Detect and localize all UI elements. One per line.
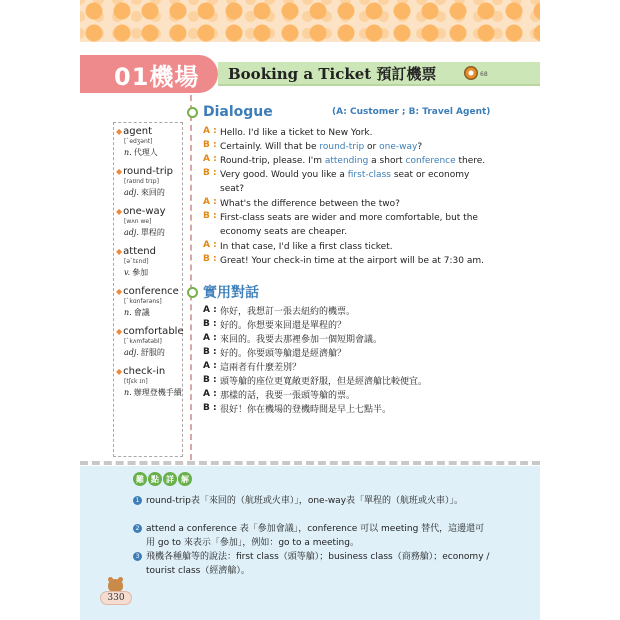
translation-text: 好的。你要頭等艙還是經濟艙？	[220, 349, 347, 359]
dialogue-text: First-class seats are wider and more comfortable, but the economy seats are cheaper.	[220, 213, 478, 237]
vocab-meaning: 會議	[133, 308, 150, 317]
vertical-divider	[190, 95, 192, 460]
diamond-bullet-icon: ◆	[116, 327, 123, 336]
translation-line	[203, 347, 493, 361]
horizontal-divider	[80, 461, 540, 465]
speaker-label: A :	[203, 389, 217, 399]
vocab-highlight: one-way	[379, 142, 418, 152]
section-bullet-icon	[187, 287, 198, 298]
vocab-pos: n.	[124, 388, 132, 397]
dialogue-line	[203, 197, 493, 211]
translation-line	[203, 389, 493, 403]
note-item	[133, 522, 493, 550]
note-text: round-trip表「來回的（航班或火車）」，one-way表「單程的（航班或火車）」。	[146, 496, 464, 506]
lesson-title: Booking a Ticket 預訂機票	[218, 62, 540, 86]
dialogue-text: ?	[417, 142, 423, 152]
vocab-phonetic: [raʊnd trɪp]	[124, 178, 159, 185]
diamond-bullet-icon: ◆	[116, 247, 123, 256]
vocab-item	[116, 246, 188, 278]
dialogue-text: In that case, I'd like a first class ticket.	[220, 242, 393, 252]
speaker-label: A :	[203, 240, 217, 250]
dialogue-text: Great! Your check-in time at the airport will be at 7:30 am.	[220, 256, 484, 266]
dialogue-text: seat or economy seat?	[220, 170, 470, 194]
vocab-meaning: 舒服的	[140, 348, 165, 357]
vocab-word: agent	[123, 126, 153, 137]
dialogue-line	[203, 211, 493, 239]
dialogue-title: Dialogue	[203, 104, 273, 120]
dialogue-line	[203, 168, 493, 196]
vocab-item	[116, 366, 188, 398]
vocab-highlight: attending	[324, 156, 369, 166]
notes-heading-char: 難	[133, 472, 147, 486]
audio-cd-icon[interactable]	[464, 66, 478, 80]
vocab-word: round-trip	[123, 166, 173, 177]
speaker-label: B :	[203, 403, 217, 413]
note-item	[133, 550, 493, 578]
vocab-meaning: 來回的	[140, 188, 165, 197]
vocab-phonetic: [ˋkɑnfərəns]	[124, 298, 162, 305]
diamond-bullet-icon: ◆	[116, 367, 123, 376]
speaker-label: B :	[203, 347, 217, 357]
translation-heading	[187, 282, 259, 302]
vocab-highlight: first-class	[347, 170, 391, 180]
vocab-word: attend	[123, 246, 156, 257]
vocab-pos: v.	[124, 268, 131, 277]
dialogue-line	[203, 240, 493, 254]
vocab-pos: adj.	[124, 188, 139, 197]
note-text: attend a conference 表「參加會議」，conference 可以 meeting 替代，這邊還可用 go to 來表示「參加」，例如：go to a meeting。	[146, 524, 485, 548]
vocab-item	[116, 166, 188, 198]
dialogue-roles: (A: Customer ; B: Travel Agent)	[332, 107, 491, 117]
diamond-bullet-icon: ◆	[116, 207, 123, 216]
dialogue-text: there.	[455, 156, 486, 166]
vocab-item	[116, 286, 188, 318]
page-number: 330	[100, 591, 132, 605]
vocab-meaning: 單程的	[140, 228, 165, 237]
vocab-phonetic: [tʃɛk ɪn]	[124, 378, 148, 385]
notes-heading	[133, 472, 193, 486]
dialogue-text: Very good. Would you like a	[220, 170, 348, 180]
dialogue-text: Round-trip, please. I'm	[220, 156, 325, 166]
speaker-label: A :	[203, 361, 217, 371]
speaker-label: B :	[203, 319, 217, 329]
translation-text: 這兩者有什麼差別？	[220, 363, 302, 373]
vocab-highlight: conference	[405, 156, 456, 166]
speaker-label: A :	[203, 154, 217, 164]
notes-heading-char: 詳	[163, 472, 177, 486]
dialogue-line	[203, 154, 493, 168]
note-number: 2	[133, 524, 142, 533]
speaker-label: B :	[203, 375, 217, 385]
translation-text: 很好！你在機場的登機時間是早上七點半。	[220, 405, 392, 415]
translation-line	[203, 319, 493, 333]
translation-text: 你好，我想訂一張去紐約的機票。	[220, 307, 356, 317]
note-number: 1	[133, 496, 142, 505]
speaker-label: A :	[203, 305, 217, 315]
translation-line	[203, 305, 493, 319]
speaker-label: A :	[203, 126, 217, 136]
vocab-pos: adj.	[124, 348, 139, 357]
translation-text: 來回的。我要去那裡參加一個短期會議。	[220, 335, 383, 345]
speaker-label: A :	[203, 333, 217, 343]
translation-line	[203, 403, 493, 417]
note-number: 3	[133, 552, 142, 561]
note-text: 飛機各種艙等的說法：first class（頭等艙）；business class（商務艙）；economy / tourist class（經濟艙）。	[146, 552, 490, 576]
notes-heading-char: 解	[178, 472, 192, 486]
dialogue-line	[203, 140, 493, 154]
lesson-tab: 01機場	[80, 55, 218, 93]
vocab-phonetic: [ˋkʌmfətəbl]	[124, 338, 162, 345]
vocab-pos: n.	[124, 308, 132, 317]
notes-heading-char: 點	[148, 472, 162, 486]
dialogue-line	[203, 254, 493, 268]
vocab-phonetic: [wʌn we]	[124, 218, 152, 225]
translation-text: 那樣的話，我要一張頭等艙的票。	[220, 391, 356, 401]
vocab-phonetic: [əˋtɛnd]	[124, 258, 149, 265]
vocab-meaning: 參加	[132, 268, 149, 277]
vocab-highlight: round-trip	[319, 142, 365, 152]
vocab-word: one-way	[123, 206, 166, 217]
decorative-dots-band	[80, 0, 540, 42]
speaker-label: B :	[203, 211, 217, 221]
diamond-bullet-icon: ◆	[116, 167, 123, 176]
vocab-meaning: 辦理登機手續	[133, 388, 182, 397]
vocab-phonetic: [ˋedʒənt]	[124, 138, 153, 145]
vocab-item	[116, 126, 188, 158]
speaker-label: B :	[203, 254, 217, 264]
dialogue-heading	[187, 104, 273, 120]
translation-line	[203, 361, 493, 375]
vocab-item	[116, 326, 188, 358]
diamond-bullet-icon: ◆	[116, 127, 123, 136]
dialogue-text: What's the difference between the two?	[220, 199, 400, 209]
section-bullet-icon	[187, 107, 198, 118]
vocab-word: comfortable	[123, 326, 184, 337]
speaker-label: A :	[203, 197, 217, 207]
note-item	[133, 494, 493, 508]
vocab-pos: adj.	[124, 228, 139, 237]
dialogue-line	[203, 126, 493, 140]
vocab-word: check-in	[123, 366, 166, 377]
vocab-item	[116, 206, 188, 238]
dialogue-text: a short	[368, 156, 406, 166]
speaker-label: B :	[203, 140, 217, 150]
translation-line	[203, 333, 493, 347]
translation-line	[203, 375, 493, 389]
dialogue-text: Hello. I'd like a ticket to New York.	[220, 128, 373, 138]
track-number: 68	[480, 71, 488, 78]
dialogue-text: Certainly. Will that be	[220, 142, 320, 152]
translation-text: 好的。你想要來回還是單程的？	[220, 321, 347, 331]
translation-title: 實用對話	[203, 285, 259, 301]
diamond-bullet-icon: ◆	[116, 287, 123, 296]
vocab-meaning: 代理人	[133, 148, 158, 157]
dialogue-text: or	[364, 142, 380, 152]
translation-text: 頭等艙的座位更寬敞更舒服，但是經濟艙比較便宜。	[220, 377, 428, 387]
speaker-label: B :	[203, 168, 217, 178]
vocab-word: conference	[123, 286, 179, 297]
vocab-pos: n.	[124, 148, 132, 157]
